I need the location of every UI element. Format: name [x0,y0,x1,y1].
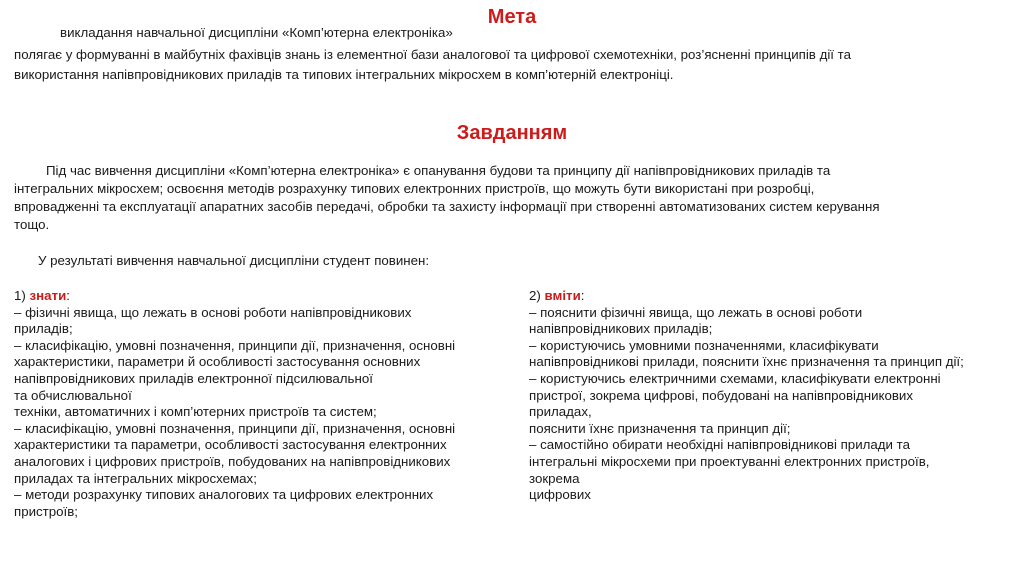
tasks-line-1: Під час вивчення дисципліни «Комп’ютерна електроніка» є опанування будови та принципу дії напівпровідникових приладів та [46,163,831,178]
able-line: – користуючись умовними позначеннями, класифікувати [529,337,879,353]
know-line: напівпровідникових приладів електронної підсилювальної [14,370,373,386]
able-label: вміти [544,288,581,303]
goal-line-2: полягає у формуванні в майбутніх фахівців знань із елементної бази аналогової та цифрової схемотехніки, роз’ясненні принципів дії та [14,47,852,62]
able-colon: : [580,288,585,303]
able-line: – самостійно обирати необхідні напівпровідникові прилади та [529,437,910,453]
able-line: приладах, [529,404,592,420]
tasks-line-2: інтегральних мікросхем; освоєння методів розрахунку типових електронних пристроїв, що можуть бути використані при розробці, [14,181,815,196]
tasks-heading: Завданням [456,122,568,144]
able-line: пристрої, зокрема цифрові, побудовані на напівпровідникових [529,387,914,403]
able-line: інтегральні мікросхеми при проектуванні електронних пристроїв, [529,453,930,469]
know-header [14,288,514,305]
know-line: приладів; [14,321,73,337]
know-line: аналогових і цифрових пристроїв, побудованих на напівпровідникових [14,453,451,469]
able-line: пояснити їхнє призначення та принцип дії; [529,420,791,436]
able-line: напівпровідникових приладів; [529,321,713,337]
know-line: характеристики, параметри й особливості застосування основних [14,354,421,370]
know-colon: : [66,288,70,303]
know-column [14,288,514,520]
able-column [529,288,1009,504]
know-label: знати [29,288,67,303]
goal-line-1: викладання навчальної дисципліни «Комп’ютерна електроніка» [60,25,453,40]
able-line: напівпровідникові прилади, пояснити їхнє призначення та принцип дії; [529,354,964,370]
know-line: – класифікацію, умовні позначення, принципи дії, призначення, основні [14,420,456,436]
know-line: – фізичні явища, що лежать в основі роботи напівпровідникових [14,304,412,320]
know-number: 1) [14,288,26,303]
know-line: пристроїв; [14,503,79,519]
able-line: цифрових [529,487,591,503]
know-line: та обчислювальної [14,387,132,403]
able-line: – пояснити фізичні явища, що лежать в основі роботи [529,304,863,320]
goal-heading: Мета [487,6,537,28]
able-header [529,288,1009,305]
know-line: характеристики та параметри, особливості застосування електронних [14,437,447,453]
know-line: – класифікацію, умовні позначення, принципи дії, призначення, основні [14,337,456,353]
tasks-line-4: тощо. [14,217,50,232]
result-intro: У результаті вивчення навчальної дисципліни студент повинен: [38,253,430,268]
able-line: – користуючись електричними схемами, класифікувати електронні [529,370,941,386]
able-line: зокрема [529,470,580,486]
know-line: – методи розрахунку типових аналогових та цифрових електронних [14,487,434,503]
goal-line-3: використання напівпровідникових приладів та типових інтегральних мікросхем в комп’ютерній електроніці. [14,67,674,82]
able-number: 2) [529,288,541,303]
tasks-line-3: впровадженні та експлуатації апаратних засобів передачі, обробки та захисту інформації при створенні автоматизованих систем керування [14,199,880,214]
know-line: техніки, автоматичних і комп’ютерних пристроїв та систем; [14,404,377,420]
know-line: приладах та інтегральних мікросхемах; [14,470,257,486]
